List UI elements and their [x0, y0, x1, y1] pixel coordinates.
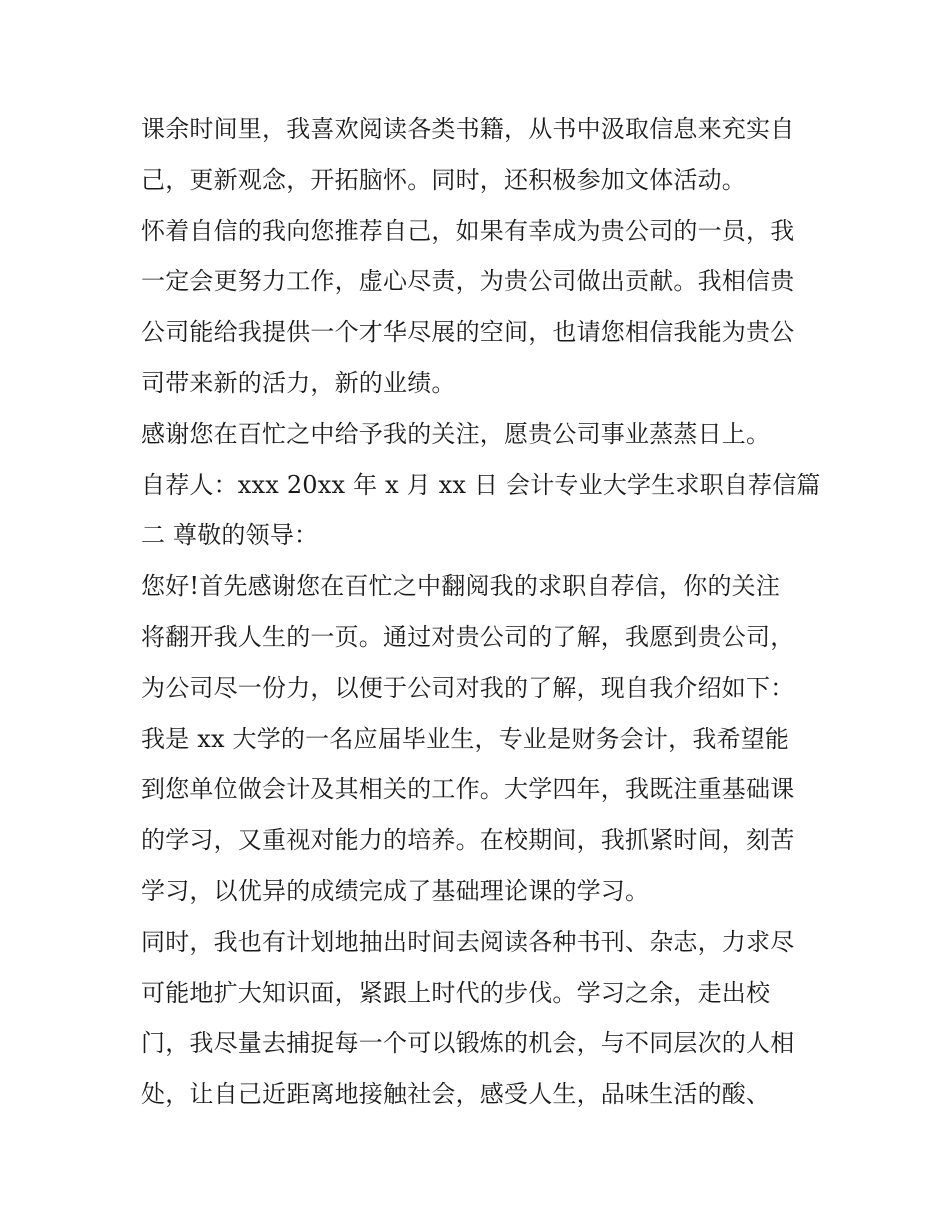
text-line: 到您单位做会计及其相关的工作。大学四年，我既注重基础课: [141, 775, 795, 804]
text-line: 感谢您在百忙之中给予我的关注，愿贵公司事业蒸蒸日上。: [141, 419, 771, 448]
text-line: 的学习，又重视对能力的培养。在校期间，我抓紧时间，刻苦: [141, 826, 795, 855]
text-line: 学习，以优异的成绩完成了基础理论课的学习。: [141, 876, 650, 905]
text-line: 门，我尽量去捕捉每一个可以锻炼的机会，与不同层次的人相: [141, 1029, 795, 1058]
text-line: 为公司尽一份力，以便于公司对我的了解，现自我介绍如下：: [141, 673, 795, 702]
text-line: 公司能给我提供一个才华尽展的空间，也请您相信我能为贵公: [141, 318, 795, 347]
salutation-line: 二 尊敬的领导：: [141, 521, 319, 550]
text-line: 我是 xx 大学的一名应届毕业生，专业是财务会计，我希望能: [141, 724, 790, 753]
text-line: 您好!首先感谢您在百忙之中翻阅我的求职自荐信，你的关注: [141, 572, 781, 601]
letter-body: [141, 104, 821, 1120]
text-line: 可能地扩大知识面，紧跟上时代的步伐。学习之余，走出校: [141, 978, 771, 1007]
text-line: 己，更新观念，开拓脑怀。同时，还积极参加文体活动。: [141, 165, 746, 194]
signature-line: 自荐人：xxx 20xx 年 x 月 xx 日 会计专业大学生求职自荐信篇: [141, 470, 821, 499]
text-line: 处，让自己近距离地接触社会，感受人生，品味生活的酸、: [141, 1080, 771, 1109]
text-line: 司带来新的活力，新的业绩。: [141, 368, 456, 397]
text-line: 课余时间里，我喜欢阅读各类书籍，从书中汲取信息来充实自: [141, 115, 795, 143]
text-line: 同时，我也有计划地抽出时间去阅读各种书刊、杂志，力求尽: [141, 927, 795, 956]
text-line: 一定会更努力工作，虚心尽责，为贵公司做出贡献。我相信贵: [141, 267, 795, 296]
text-line: 将翻开我人生的一页。通过对贵公司的了解，我愿到贵公司，: [141, 622, 795, 651]
text-line: 怀着自信的我向您推荐自己，如果有幸成为贵公司的一员，我: [141, 216, 795, 245]
